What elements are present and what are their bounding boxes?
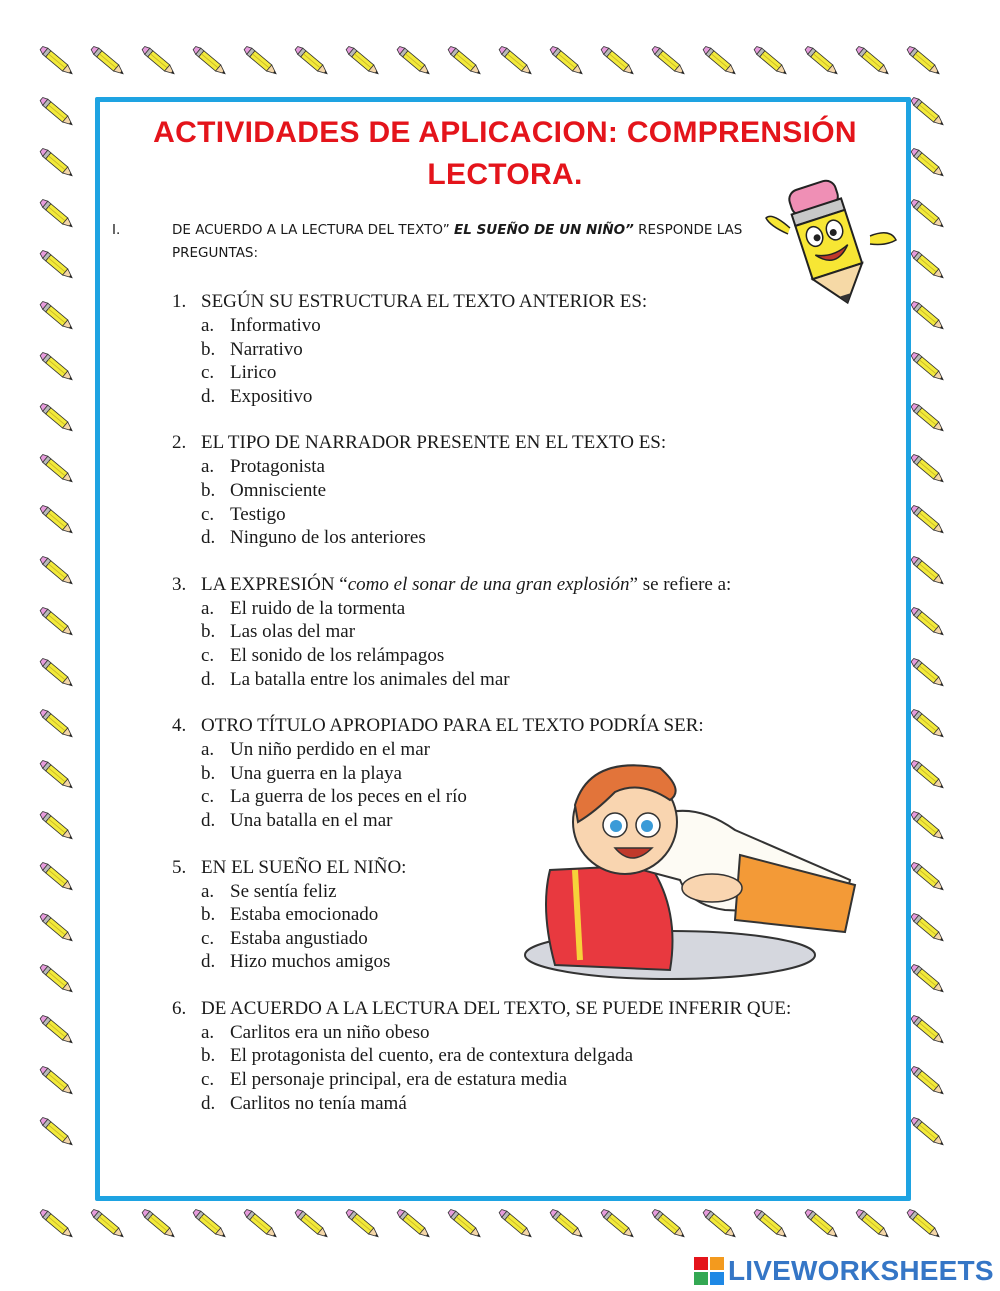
- option-letter: b.: [201, 1045, 216, 1067]
- pencil-icon: [910, 555, 946, 587]
- question-number: 6.: [172, 997, 187, 1019]
- pencil-icon: [910, 96, 946, 128]
- option-text: Hizo muchos amigos: [230, 951, 391, 973]
- pencil-icon: [243, 45, 279, 77]
- option[interactable]: [201, 361, 892, 385]
- option[interactable]: [201, 620, 892, 644]
- option-letter: a.: [201, 456, 215, 478]
- option[interactable]: [201, 526, 892, 550]
- pencil-icon: [910, 861, 946, 893]
- pencil-icon: [39, 759, 75, 791]
- pencil-icon: [855, 1208, 891, 1240]
- option-text: La guerra de los peces en el río: [230, 786, 467, 808]
- pencil-icon: [39, 657, 75, 689]
- question-list: [172, 290, 892, 1138]
- option-letter: d.: [201, 1092, 216, 1114]
- pencil-icon: [498, 1208, 534, 1240]
- option-text: Expositivo: [230, 385, 313, 407]
- question-text: EN EL SUEÑO EL NIÑO:: [201, 856, 407, 878]
- brand-name: LIVEWORKSHEETS: [728, 1255, 994, 1286]
- pencil-icon: [910, 198, 946, 230]
- option-text: La batalla entre los animales del mar: [230, 668, 510, 690]
- pencil-icon: [396, 45, 432, 77]
- pencil-icon: [39, 300, 75, 332]
- option-text: Lirico: [230, 362, 277, 384]
- option-letter: b.: [201, 904, 216, 926]
- pencil-icon: [39, 45, 75, 77]
- pencil-icon: [910, 402, 946, 434]
- worksheet-title: ACTIVIDADES DE APLICACION: COMPRENSIÓN LECTORA.: [153, 116, 857, 191]
- option-letter: d.: [201, 385, 216, 407]
- pencil-icon: [39, 504, 75, 536]
- pencil-icon: [910, 657, 946, 689]
- pencil-icon: [910, 504, 946, 536]
- option[interactable]: [201, 455, 892, 479]
- option-text: Estaba angustiado: [230, 927, 368, 949]
- pencil-icon: [910, 912, 946, 944]
- question-text-end: ” se refiere a:: [629, 573, 732, 595]
- pencil-icon: [39, 96, 75, 128]
- pencil-icon: [910, 249, 946, 281]
- option-letter: a.: [201, 880, 215, 902]
- option-text: Carlitos era un niño obeso: [230, 1021, 430, 1043]
- pencil-icon: [910, 1116, 946, 1148]
- option-text: Una guerra en la playa: [230, 762, 402, 784]
- option[interactable]: [201, 738, 892, 762]
- option[interactable]: [201, 385, 892, 409]
- pencil-icon: [39, 861, 75, 893]
- question-number: 2.: [172, 432, 187, 454]
- option-letter: b.: [201, 762, 216, 784]
- question-6: [172, 997, 892, 1115]
- option-text: Una batalla en el mar: [230, 809, 393, 831]
- option-text: El ruido de la tormenta: [230, 597, 406, 619]
- option-letter: d.: [201, 809, 216, 831]
- pencil-icon: [39, 402, 75, 434]
- option-letter: c.: [201, 786, 215, 808]
- option[interactable]: [201, 1068, 892, 1092]
- pencil-icon: [141, 1208, 177, 1240]
- instruction-number: I.: [112, 222, 121, 238]
- pencil-icon: [651, 1208, 687, 1240]
- option[interactable]: [201, 1092, 892, 1116]
- pencil-icon: [39, 1014, 75, 1046]
- option-text: Se sentía feliz: [230, 880, 337, 902]
- pencil-icon: [345, 45, 381, 77]
- pencil-icon: [600, 45, 636, 77]
- option-text: Informativo: [230, 315, 321, 336]
- option-text: El sonido de los relámpagos: [230, 644, 445, 666]
- option-letter: a.: [201, 315, 215, 336]
- option-letter: c.: [201, 1069, 215, 1091]
- pencil-icon: [910, 351, 946, 383]
- pencil-icon: [910, 1014, 946, 1046]
- pencil-icon: [804, 1208, 840, 1240]
- option-text: Las olas del mar: [230, 621, 356, 643]
- pencil-icon: [39, 351, 75, 383]
- pencil-icon: [294, 45, 330, 77]
- option-letter: a.: [201, 1021, 215, 1043]
- pencil-icon: [90, 45, 126, 77]
- pencil-icon: [192, 45, 228, 77]
- pencil-icon: [39, 555, 75, 587]
- option-text: Testigo: [230, 503, 286, 525]
- option[interactable]: [201, 479, 892, 503]
- pencil-icon: [39, 912, 75, 944]
- pencil-icon: [192, 1208, 228, 1240]
- pencil-icon: [910, 810, 946, 842]
- pencil-icon: [294, 1208, 330, 1240]
- pencil-icon: [702, 45, 738, 77]
- pencil-icon: [651, 45, 687, 77]
- pencil-icon: [804, 45, 840, 77]
- option[interactable]: [201, 597, 892, 621]
- pencil-icon: [39, 606, 75, 638]
- option-letter: b.: [201, 621, 216, 643]
- option-text: Protagonista: [230, 456, 325, 478]
- option-letter: b.: [201, 338, 216, 360]
- option-text: Estaba emocionado: [230, 904, 379, 926]
- pencil-icon: [141, 45, 177, 77]
- option-text: El protagonista del cuento, era de contextura delgada: [230, 1045, 634, 1067]
- story-title: EL SUEÑO DE UN NIÑO”: [454, 222, 634, 238]
- pencil-icon: [39, 1116, 75, 1148]
- instruction: [112, 219, 772, 265]
- pencil-icon: [447, 1208, 483, 1240]
- option[interactable]: [201, 1044, 892, 1068]
- option-letter: b.: [201, 479, 216, 501]
- option-letter: c.: [201, 362, 215, 384]
- question-number: 5.: [172, 856, 187, 878]
- option-text: Ninguno de los anteriores: [230, 527, 426, 549]
- liveworksheets-logo: [694, 1256, 994, 1286]
- pencil-icon: [549, 1208, 585, 1240]
- option[interactable]: [201, 644, 892, 668]
- liveworksheets-badge-icon: [694, 1257, 724, 1285]
- pencil-icon: [447, 45, 483, 77]
- pencil-icon: [39, 198, 75, 230]
- option-letter: c.: [201, 503, 215, 525]
- option-letter: a.: [201, 597, 215, 619]
- option-text: Omnisciente: [230, 479, 327, 501]
- pencil-mascot-icon: [760, 170, 900, 315]
- pencil-icon: [600, 1208, 636, 1240]
- pencil-icon: [753, 45, 789, 77]
- option[interactable]: [201, 314, 892, 338]
- pencil-icon: [39, 1208, 75, 1240]
- pencil-icon: [90, 1208, 126, 1240]
- question-text: SEGÚN SU ESTRUCTURA EL TEXTO ANTERIOR ES:: [201, 291, 648, 312]
- pencil-icon: [910, 453, 946, 485]
- option[interactable]: [201, 338, 892, 362]
- pencil-icon: [910, 147, 946, 179]
- question-text: OTRO TÍTULO APROPIADO PARA EL TEXTO PODRÍA SER:: [201, 715, 704, 737]
- pencil-icon: [910, 759, 946, 791]
- question-number: 4.: [172, 715, 187, 737]
- pencil-icon: [906, 45, 942, 77]
- option-letter: d.: [201, 527, 216, 549]
- pencil-icon: [39, 147, 75, 179]
- option-letter: d.: [201, 951, 216, 973]
- option-letter: c.: [201, 644, 215, 666]
- pencil-icon: [855, 45, 891, 77]
- quoted-expression: como el sonar de una gran explosión: [347, 573, 630, 595]
- pencil-icon: [39, 963, 75, 995]
- option[interactable]: [201, 668, 892, 692]
- pencil-icon: [910, 606, 946, 638]
- question-3: [172, 573, 892, 691]
- option[interactable]: [201, 503, 892, 527]
- pencil-icon: [549, 45, 585, 77]
- option-text: El personaje principal, era de estatura media: [230, 1069, 568, 1091]
- option-letter: d.: [201, 668, 216, 690]
- pencil-icon: [702, 1208, 738, 1240]
- question-text: LA EXPRESIÓN “: [201, 573, 348, 595]
- question-text: EL TIPO DE NARRADOR PRESENTE EN EL TEXTO ES:: [201, 432, 667, 454]
- question-number: 1.: [172, 291, 187, 312]
- pencil-icon: [39, 453, 75, 485]
- option-text: Carlitos no tenía mamá: [230, 1092, 407, 1114]
- instruction-text: DE ACUERDO A LA LECTURA DEL TEXTO”: [172, 222, 450, 238]
- instruction-text-end: RESPONDE LAS PREGUNTAS:: [172, 222, 743, 261]
- option[interactable]: [201, 1021, 892, 1045]
- pencil-icon: [345, 1208, 381, 1240]
- option-letter: c.: [201, 927, 215, 949]
- question-number: 3.: [172, 573, 187, 595]
- option-text: Narrativo: [230, 338, 303, 360]
- pencil-icon: [39, 708, 75, 740]
- question-text: DE ACUERDO A LA LECTURA DEL TEXTO, SE PUEDE INFERIR QUE:: [201, 997, 792, 1019]
- pencil-icon: [910, 708, 946, 740]
- pencil-icon: [396, 1208, 432, 1240]
- pencil-icon: [39, 810, 75, 842]
- option-text: Un niño perdido en el mar: [230, 739, 430, 761]
- pencil-icon: [910, 1065, 946, 1097]
- pencil-icon: [498, 45, 534, 77]
- pencil-icon: [906, 1208, 942, 1240]
- question-2: [172, 431, 892, 549]
- pencil-icon: [753, 1208, 789, 1240]
- option-letter: a.: [201, 739, 215, 761]
- pencil-icon: [243, 1208, 279, 1240]
- pencil-icon: [910, 963, 946, 995]
- brand-badge: [694, 1257, 724, 1285]
- pencil-icon: [39, 249, 75, 281]
- boy-reading-book-icon: [520, 760, 860, 985]
- pencil-icon: [910, 300, 946, 332]
- pencil-icon: [39, 1065, 75, 1097]
